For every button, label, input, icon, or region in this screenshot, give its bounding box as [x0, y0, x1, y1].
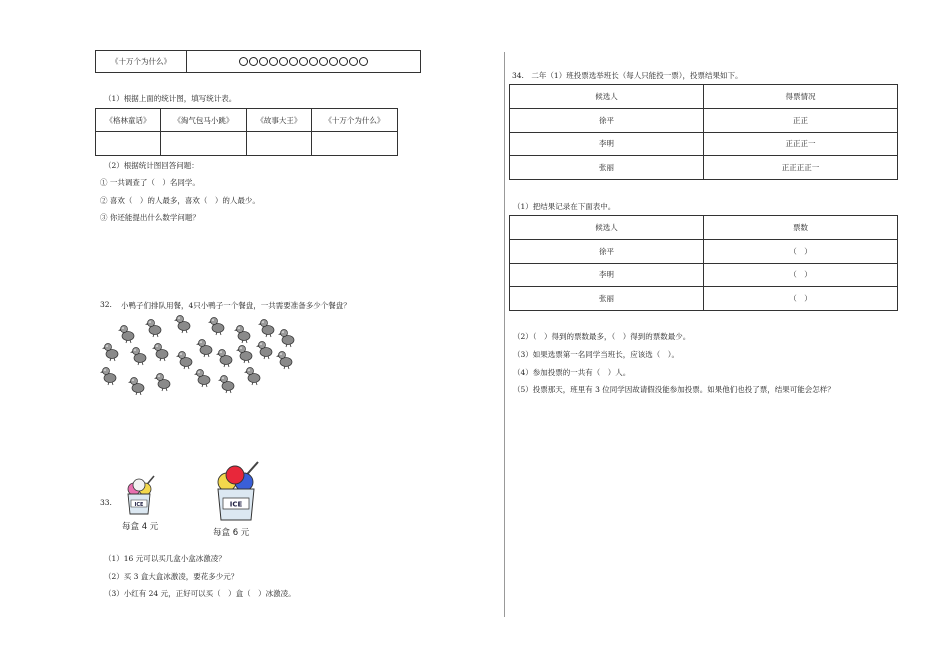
q33-item: （2）买 3 盒大盒冰激凌，要花多少元？ [104, 572, 239, 581]
duckling-icon [258, 320, 274, 338]
stats-header-cell: 《格林童话》 [96, 109, 161, 132]
tally-circle [289, 57, 298, 66]
q33-item: （1）16 元可以买几盒小盒冰激凌？ [104, 554, 226, 563]
tally-circle [309, 57, 318, 66]
cup-text: ICE [134, 502, 144, 508]
vote-count-blank[interactable]: （ ） [704, 239, 898, 263]
duckling-icon [276, 352, 292, 370]
q33-number: 33. [100, 498, 112, 507]
tally-circle [279, 57, 288, 66]
duckling-icon [278, 330, 294, 348]
tally-circle [249, 57, 258, 66]
duckling-icon [256, 342, 272, 360]
table-row [510, 239, 898, 263]
q1-prompt: （1）根据上面的统计图，填写统计表。 [104, 94, 237, 103]
stats-blank-cell[interactable] [246, 132, 311, 156]
duckling-icon [102, 344, 118, 362]
circle-tally-cell [187, 51, 421, 73]
q33-item: （3）小红有 24 元，正好可以买（ ）盒（ ）冰激凌。 [104, 589, 296, 598]
tally-circle [359, 57, 368, 66]
table-row [510, 108, 898, 132]
stats-header-cell: 《故事大王》 [246, 109, 311, 132]
duckling-icon [145, 320, 161, 338]
table-header-cell: 票数 [704, 216, 898, 240]
stats-blank-row [96, 132, 398, 156]
duckling-icon [118, 326, 134, 344]
tally-circle [269, 57, 278, 66]
large-cup-price: 每盒 6 元 [213, 528, 250, 538]
book-label-cell: 《十万个为什么》 [96, 51, 187, 73]
cup-text: ICE [229, 500, 243, 509]
circle-tally [187, 57, 420, 66]
tally-cell: 正正正正一 [704, 156, 898, 180]
table-row [510, 287, 898, 311]
vote-count-blank[interactable]: （ ） [704, 287, 898, 311]
q32-number: 32. [100, 300, 112, 309]
stats-header-row [96, 109, 398, 132]
duckling-icon [236, 346, 252, 364]
duckling-icon [154, 374, 170, 392]
tally-circle [259, 57, 268, 66]
duckling-icon [130, 348, 146, 366]
ice-cream-cup-icon [122, 474, 160, 520]
tally-circle [329, 57, 338, 66]
q34-item: （2）（ ）得到的票数最多，（ ）得到的票数最少。 [513, 332, 691, 341]
duckling-icon [128, 378, 144, 396]
duckling-icon [234, 326, 250, 344]
table-header-cell: 候选人 [510, 216, 704, 240]
duckling-icon [216, 350, 232, 368]
duckling-icon [194, 370, 210, 388]
q32-text: 小鸭子们排队用餐，4只小鸭子一个餐盘，一共需要准备多少个餐盘？ [121, 301, 351, 310]
q2-item: ③ 你还能提出什么数学问题？ [100, 213, 200, 222]
tally-cell: 正正正一 [704, 132, 898, 156]
duckling-icon [208, 318, 224, 336]
column-divider [504, 52, 505, 617]
tally-circle [339, 57, 348, 66]
stats-table [95, 108, 398, 156]
q34-item: （4）参加投票的一共有（ ）人。 [513, 368, 631, 377]
table-row [510, 132, 898, 156]
candidate-cell: 李明 [510, 132, 704, 156]
duckling-icon [100, 368, 116, 386]
table-row [510, 216, 898, 240]
stats-header-cell: 《十万个为什么》 [311, 109, 397, 132]
ice-cream-cup-icon [212, 460, 264, 524]
duckling-icon [152, 344, 168, 362]
q34-item: （5）投票那天，班里有 3 位同学因故请假没能参加投票。如果他们也投了票，结果可能会怎样？ [513, 385, 835, 394]
candidate-cell: 张丽 [510, 156, 704, 180]
tally-circle [319, 57, 328, 66]
tally-circle [239, 57, 248, 66]
duckling-icon [244, 368, 260, 386]
table-row [510, 263, 898, 287]
candidate-cell: 徐平 [510, 108, 704, 132]
vote-count-table [509, 215, 898, 311]
candidate-cell: 李明 [510, 263, 704, 287]
q34-part1: （1）把结果记录在下面表中。 [513, 202, 616, 211]
stats-blank-cell[interactable] [96, 132, 161, 156]
duckling-icon [176, 352, 192, 370]
q2-prompt: （2）根据统计图回答问题： [104, 161, 199, 170]
q2-item: ① 一共调查了（ ）名同学。 [100, 178, 200, 187]
duckling-icon [196, 340, 212, 358]
duckling-icon [174, 316, 190, 334]
tally-circle [299, 57, 308, 66]
stats-blank-cell[interactable] [160, 132, 246, 156]
book-chart-table [95, 50, 421, 73]
ducklings-illustration [100, 313, 310, 395]
table-header-cell: 得票情况 [704, 85, 898, 109]
q34-item: （3）如果选票第一名同学当班长，应该选（ ）。 [513, 350, 680, 359]
stats-blank-cell[interactable] [311, 132, 397, 156]
vote-count-blank[interactable]: （ ） [704, 263, 898, 287]
table-row [510, 85, 898, 109]
q34-title: 34. 二年（1）班投票选举班长（每人只能投一票），投票结果如下。 [512, 71, 743, 80]
tally-circle [349, 57, 358, 66]
small-cup-price: 每盒 4 元 [122, 522, 159, 532]
tally-cell: 正正 [704, 108, 898, 132]
q2-item: ② 喜欢（ ）的人最多，喜欢（ ）的人最少。 [100, 196, 260, 205]
table-row [510, 156, 898, 180]
candidate-cell: 张丽 [510, 287, 704, 311]
stats-header-cell: 《淘气包马小跳》 [160, 109, 246, 132]
vote-tally-table [509, 84, 898, 180]
candidate-cell: 徐平 [510, 239, 704, 263]
table-header-cell: 候选人 [510, 85, 704, 109]
duckling-icon [218, 376, 234, 394]
